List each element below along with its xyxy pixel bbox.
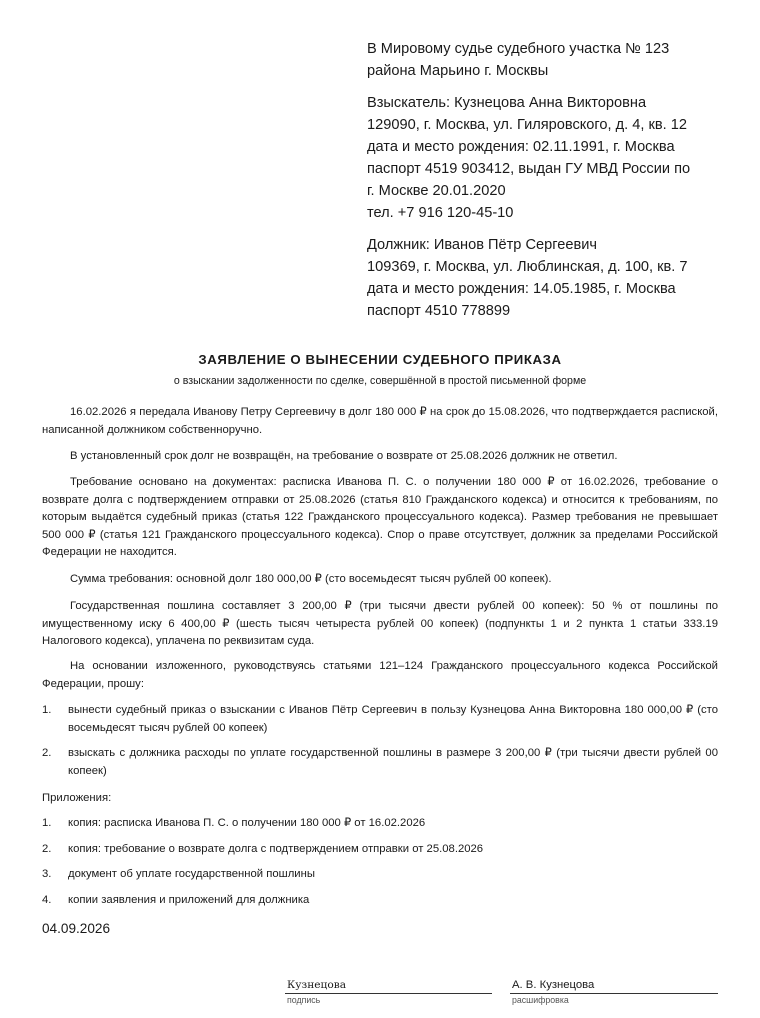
addressee-line: района Марьино г. Москвы (367, 63, 549, 79)
claimant-line: г. Москве 20.01.2020 (367, 183, 506, 199)
paragraph-nonpayment: В установленный срок долг не возвращён, на требование о возврате от 25.08.2026 должник не ответил. (70, 450, 618, 462)
attachment-text: копия: требование о возврате долга с подтверждением отправки от 25.08.2026 (68, 843, 484, 855)
name-caption: расшифровка (512, 995, 569, 1005)
attachments-label: Приложения: (42, 792, 112, 804)
claimant-line: дата и место рождения: 02.11.1991, г. Москва (367, 139, 675, 155)
signature-caption: подпись (287, 995, 321, 1005)
claimant-line: Взыскатель: Кузнецова Анна Викторовна (367, 95, 647, 111)
attachment-number: 3. (42, 868, 52, 880)
paragraph-loan: 16.02.2026 я передала Иванову Петру Сергеевичу в долг 180 000 ₽ на срок до 15.08.2026, что подтверждается распиской, написанной должником собственноручно. (42, 406, 718, 436)
debtor-line: паспорт 4510 778899 (367, 303, 511, 319)
signature-line (285, 976, 492, 994)
debtor-block (367, 234, 737, 322)
claimant-block (367, 92, 737, 224)
attachment-text: копии заявления и приложений для должника (68, 894, 310, 906)
debtor-line: дата и место рождения: 14.05.1985, г. Москва (367, 281, 676, 297)
request-text: взыскать с должника расходы по уплате государственной пошлины в размере 3 200,00 ₽ (три тысячи двести рублей 00 копеек) (68, 747, 718, 777)
paragraph-request-intro: На основании изложенного, руководствуясь статьями 121–124 Гражданского процессуального кодекса Российской Федерации, прошу: (42, 660, 718, 690)
attachment-number: 1. (42, 817, 52, 829)
signature-text: Кузнецова (287, 979, 347, 991)
attachment-number: 2. (42, 843, 52, 855)
claimant-line: 129090, г. Москва, ул. Гиляровского, д. 4, кв. 12 (367, 117, 687, 133)
addressee-block (367, 38, 737, 82)
attachment-text: документ об уплате государственной пошлины (68, 868, 315, 880)
document-title: ЗАЯВЛЕНИЕ О ВЫНЕСЕНИИ СУДЕБНОГО ПРИКАЗА (198, 352, 562, 367)
name-line (510, 976, 718, 994)
attachment-text: копия: расписка Иванова П. С. о получении 180 000 ₽ от 16.02.2026 (68, 817, 426, 829)
request-number: 1. (42, 704, 52, 716)
request-text: вынести судебный приказ о взыскании с Иванов Пётр Сергеевич в пользу Кузнецова Анна Викторовна 180 000,00 ₽ (сто восемьдесят тысяч рублей 00 копеек) (68, 704, 718, 734)
name-text: А. В. Кузнецова (512, 979, 595, 991)
paragraph-claim-amount: Сумма требования: основной долг 180 000,00 ₽ (сто восемьдесят тысяч рублей 00 копеек). (70, 573, 552, 585)
claimant-line: тел. +7 916 120-45-10 (367, 205, 514, 221)
attachment-number: 4. (42, 894, 52, 906)
debtor-line: Должник: Иванов Пётр Сергеевич (367, 237, 597, 253)
document-date: 04.09.2026 (42, 921, 111, 936)
paragraph-state-fee: Государственная пошлина составляет 3 200,00 ₽ (три тысячи двести рублей 00 копеек): 50 % от пошлины по имущественному иску 6 400,00 ₽ (шесть тысяч четыреста рублей 00 копеек) (подпункты 1 и 2 пункта 1 статьи 333.19 Налогового кодекса), уплачена по реквизитам суда. (42, 600, 718, 648)
request-number: 2. (42, 747, 52, 759)
claimant-line: паспорт 4519 903412, выдан ГУ МВД России по (367, 161, 691, 177)
document-subtitle: о взыскании задолженности по сделке, совершённой в простой письменной форме (173, 375, 587, 387)
addressee-line: В Мировому судье судебного участка № 123 (367, 41, 670, 57)
debtor-line: 109369, г. Москва, ул. Люблинская, д. 100, кв. 7 (367, 259, 688, 275)
paragraph-grounds: Требование основано на документах: расписка Иванова П. С. о получении 180 000 ₽ от 16.02.2026, требование о возврате долга с подтверждением отправки от 25.08.2026 (статья 810 Гражданского кодекса) и относится к требованиям, по которым выдаётся судебный приказ (статья 122 Гражданского процессуального кодекса). Размер требования не превышает 500 000 ₽ (статья 121 Гражданского процессуального кодекса). Спор о праве отсутствует, должник за пределами Российской Федерации не находится. (42, 476, 718, 559)
